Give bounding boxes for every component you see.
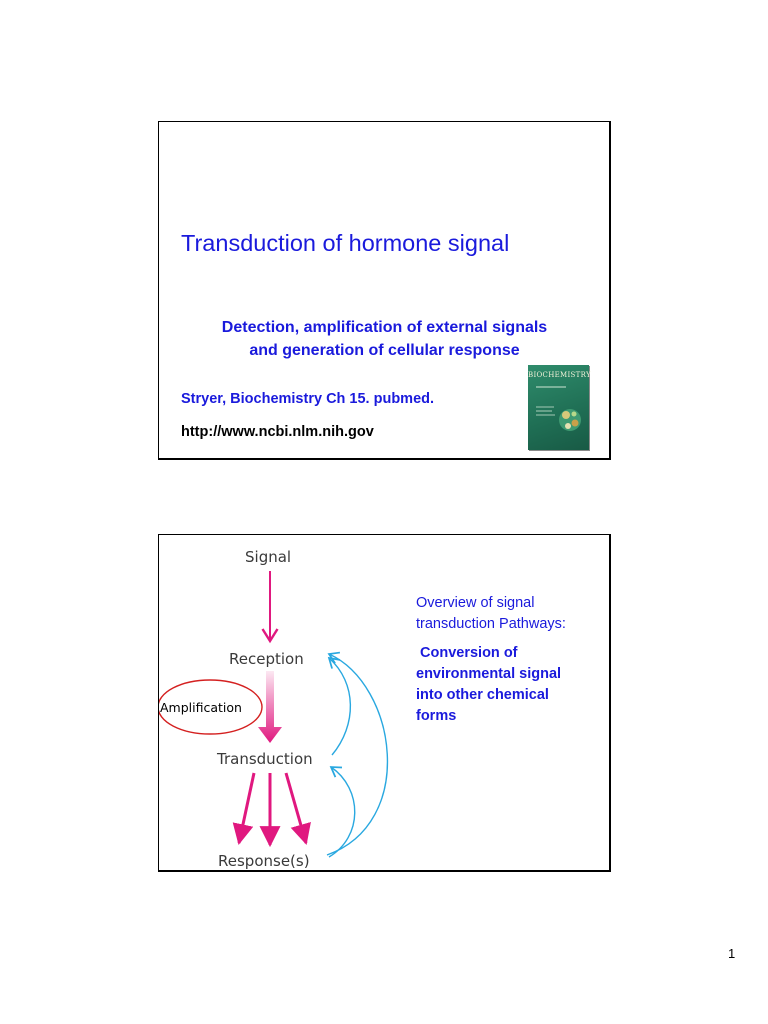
transduction-label: Transduction (217, 750, 313, 768)
feedback-response-to-transduction (329, 767, 355, 857)
slide-1 (158, 121, 611, 460)
feedback-transduction-to-reception (329, 658, 350, 755)
signal-label: Signal (245, 548, 292, 566)
reception-label: Reception (229, 650, 304, 668)
response-arrow-right (286, 773, 306, 843)
overview-title-line-2: transduction Pathways: (416, 616, 566, 632)
reference-url: http://www.ncbi.nlm.nih.gov (181, 424, 374, 440)
amplification-label: Amplification (160, 700, 242, 715)
slide-subtitle (159, 316, 610, 362)
overview-text (416, 593, 606, 727)
subtitle-line-1: Detection, amplification of external signals (221, 319, 548, 336)
book-cover-image (528, 365, 589, 450)
book-cover-art (528, 365, 589, 450)
responses-label: Response(s) (218, 852, 310, 870)
slide-title: Transduction of hormone signal (181, 230, 510, 256)
feedback-response-to-reception (327, 654, 387, 855)
overview-body (416, 643, 606, 727)
overview-body-line-4: forms (416, 708, 457, 724)
overview-title-line-1: Overview of signal (416, 595, 535, 611)
overview-title (416, 593, 606, 635)
slide-2 (158, 534, 611, 872)
overview-body-line-3: into other chemical (416, 687, 549, 703)
overview-body-line-2: environmental signal (416, 666, 562, 682)
subtitle-line-2: and generation of cellular response (249, 342, 520, 359)
reference-text: Stryer, Biochemistry Ch 15. pubmed. (181, 391, 435, 407)
response-arrow-left (239, 773, 254, 843)
overview-body-line-1: Conversion of (416, 645, 518, 661)
page-number: 1 (728, 946, 736, 961)
book-cover-title: BIOCHEMISTRY (528, 371, 591, 379)
